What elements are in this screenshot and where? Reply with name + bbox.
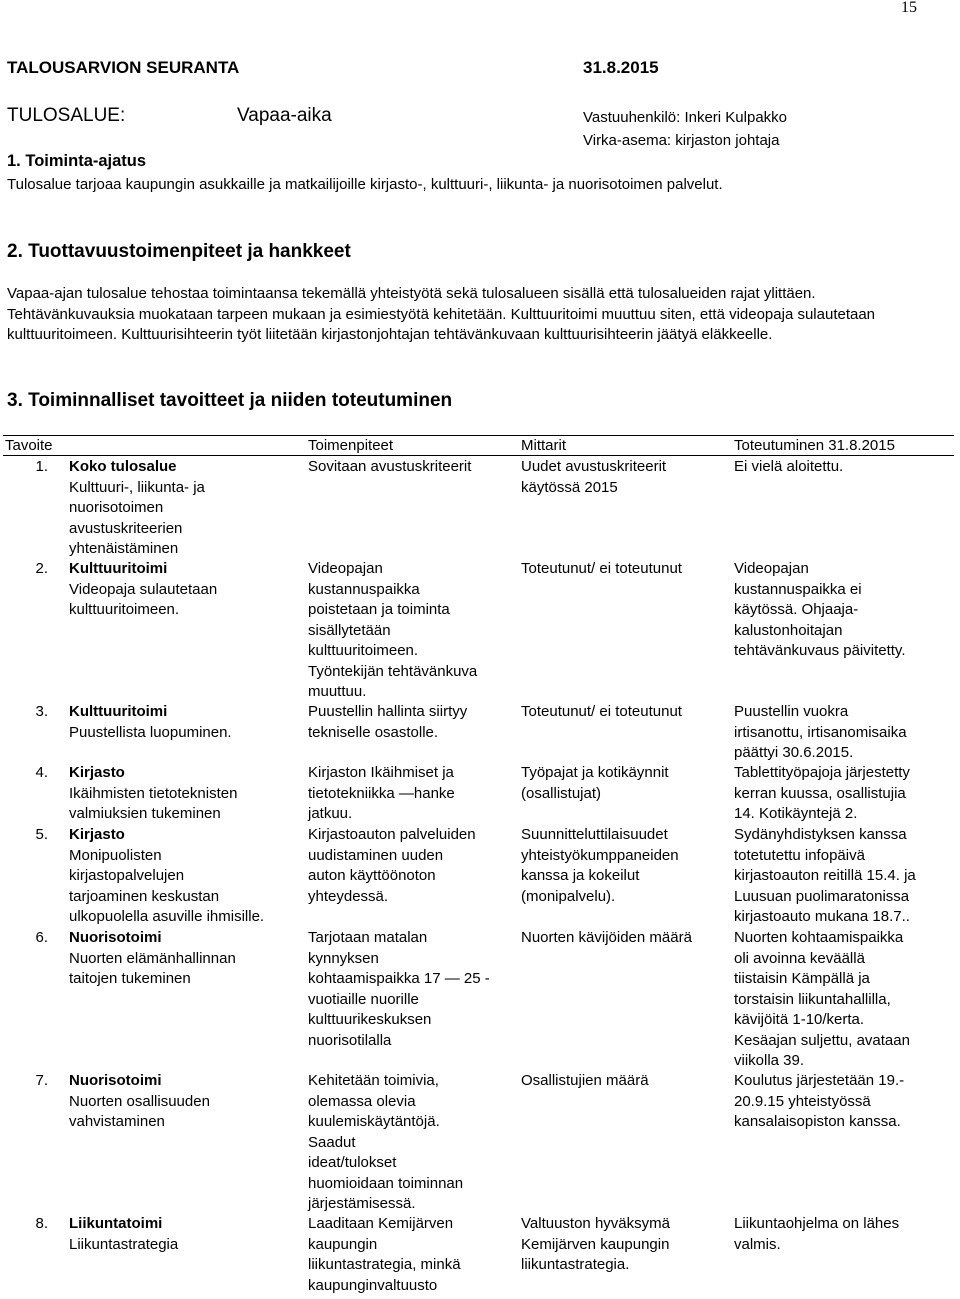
row-goal: Monipuolisten kirjastopalvelujen tarjoaminen keskustan ulkopuolella asuville ihmisille. bbox=[69, 846, 265, 925]
section1-title: 1. Toiminta-ajatus bbox=[7, 152, 147, 170]
row-number: 1. bbox=[35, 458, 48, 475]
row-result: Koulutus järjestetään 19.- 20.9.15 yhteistyössä kansalaisopiston kanssa. bbox=[734, 1072, 905, 1130]
row-unit: Kulttuuritoimi bbox=[69, 560, 168, 577]
page-number: 15 bbox=[901, 0, 917, 16]
row-actions: Kehitetään toimivia, olemassa olevia kuulemiskäytäntöjä. Saadut ideat/tulokset huomioidaan toiminnan järjestämisessä. bbox=[308, 1072, 464, 1212]
row-result: Tablettityöpajoja järjestetty kerran kuussa, osallistujia 14. Kotikäyntejä 2. bbox=[734, 764, 910, 822]
row-actions: Kirjaston Ikäihmiset ja tietotekniikka —hanke jatkuu. bbox=[308, 764, 455, 822]
row-actions: Laaditaan Kemijärven kaupungin liikuntastrategia, minkä kaupunginvaltuusto bbox=[308, 1215, 461, 1294]
header-actions: Toimenpiteet bbox=[308, 437, 394, 454]
row-goal: Ikäihmisten tietoteknisten valmiuksien tukeminen bbox=[69, 784, 238, 822]
row-result: Ei vielä aloitettu. bbox=[734, 458, 844, 475]
row-number: 7. bbox=[35, 1072, 48, 1089]
row-goal: Nuorten osallisuuden vahvistaminen bbox=[69, 1092, 210, 1130]
header-goal: Tavoite bbox=[5, 437, 53, 454]
row-goal: Liikuntastrategia bbox=[69, 1235, 179, 1253]
row-actions: Sovitaan avustuskriteerit bbox=[308, 458, 472, 475]
row-number: 5. bbox=[35, 826, 48, 843]
section2-title: 2. Tuottavuustoimenpiteet ja hankkeet bbox=[7, 241, 351, 262]
row-actions: Kirjastoauton palveluiden uudistaminen uuden auton käyttöönoton yhteydessä. bbox=[308, 826, 476, 905]
row-result: Puustellin vuokra irtisanottu, irtisanomisaika päättyi 30.6.2015. bbox=[734, 703, 907, 761]
row-unit: Koko tulosalue bbox=[69, 458, 177, 475]
area-name: Vapaa-aika bbox=[237, 105, 332, 126]
row-actions: Videopajan kustannuspaikka poistetaan ja toiminta sisällytetään kulttuuritoimeen. Työntekijän tehtävänkuva muuttuu. bbox=[308, 560, 478, 700]
row-actions: Puustellin hallinta siirtyy tekniselle osastolle. bbox=[308, 703, 468, 741]
row-metrics: Nuorten kävijöiden määrä bbox=[521, 929, 692, 946]
row-metrics: Uudet avustuskriteerit käytössä 2015 bbox=[521, 458, 667, 496]
row-metrics: Valtuuston hyväksymä Kemijärven kaupungin liikuntastrategia. bbox=[521, 1215, 670, 1273]
row-number: 3. bbox=[35, 703, 48, 720]
section3-title: 3. Toiminnalliset tavoitteet ja niiden toteutuminen bbox=[7, 390, 453, 411]
header-metrics: Mittarit bbox=[521, 437, 566, 454]
row-result: Liikuntaohjelma on lähes valmis. bbox=[734, 1215, 900, 1253]
row-actions: Tarjotaan matalan kynnyksen kohtaamispaikka 17 — 25 - vuotiaille nuorille kulttuurikeskuksen nuorisotilalla bbox=[308, 929, 490, 1049]
row-result: Nuorten kohtaamispaikka oli avoinna keväällä tiistaisin Kämpällä ja torstaisin liikuntahallilla, kävijöitä 1-10/kerta. Kesäajan suljettu, avataan viikolla 39. bbox=[734, 929, 910, 1069]
row-goal: Puustellista luopuminen. bbox=[69, 723, 232, 741]
row-goal: Kulttuuri-, liikunta- ja nuorisotoimen avustuskriteerien yhtenäistäminen bbox=[69, 478, 205, 557]
responsible-position: Virka-asema: kirjaston johtaja bbox=[583, 132, 780, 149]
responsible-person: Vastuuhenkilö: Inkeri Kulpakko bbox=[583, 109, 788, 126]
row-metrics: Suunnitteluttilaisuudet yhteistyökumppaneiden kanssa ja kokeilut (monipalvelu). bbox=[521, 826, 679, 905]
section1-text: Tulosalue tarjoaa kaupungin asukkaille ja matkailijoille kirjasto-, kulttuuri-, liikunta- ja nuorisotoimen palvelut. bbox=[7, 176, 723, 193]
area-label: TULOSALUE: bbox=[7, 105, 126, 126]
row-number: 4. bbox=[35, 764, 48, 781]
row-unit: Nuorisotoimi bbox=[69, 1072, 162, 1089]
row-number: 8. bbox=[35, 1215, 48, 1232]
row-goal: Videopaja sulautetaan kulttuuritoimeen. bbox=[69, 580, 218, 618]
document-title: TALOUSARVION SEURANTA bbox=[7, 58, 240, 77]
row-metrics: Toteutunut/ ei toteutunut bbox=[521, 560, 682, 577]
header-result: Toteutuminen 31.8.2015 bbox=[734, 437, 895, 454]
header-bottom-border bbox=[3, 455, 954, 456]
row-unit: Liikuntatoimi bbox=[69, 1215, 163, 1232]
section2-text: Vapaa-ajan tulosalue tehostaa toimintaansa tekemällä yhteistyötä sekä tulosalueen sisällä että tulosalueiden rajat ylittäen. Tehtävänkuvauksia muokataan tarpeen mukaan ja esimiestyötä kehitetään. Kulttuuritoimi muuttuu siten, että videopaja sulautetaan kulttuuritoimeen. Kulttuurisihteerin työt liitetään kirjastonjohtajan tehtävänkuvaan kulttuurisihteerin jäätyä eläkkeelle. bbox=[7, 285, 876, 343]
row-metrics: Työpajat ja kotikäynnit (osallistujat) bbox=[521, 764, 669, 802]
row-number: 6. bbox=[35, 929, 48, 946]
row-unit: Kulttuuritoimi bbox=[69, 703, 168, 720]
document-date: 31.8.2015 bbox=[583, 58, 659, 77]
row-number: 2. bbox=[35, 560, 48, 577]
row-metrics: Osallistujien määrä bbox=[521, 1072, 649, 1089]
row-goal: Nuorten elämänhallinnan taitojen tukeminen bbox=[69, 949, 236, 987]
row-unit: Kirjasto bbox=[69, 764, 125, 781]
row-result: Videopajan kustannuspaikka ei käytössä. Ohjaaja- kalustonhoitajan tehtävänkuvaus päivitetty. bbox=[734, 560, 906, 659]
row-unit: Nuorisotoimi bbox=[69, 929, 162, 946]
row-result: Sydänyhdistyksen kanssa totetutettu infopäivä kirjastoauton reitillä 15.4. ja Luusuan puolimaratonissa kirjastoauto mukana 18.7.. bbox=[734, 826, 916, 925]
row-unit: Kirjasto bbox=[69, 826, 125, 843]
row-metrics: Toteutunut/ ei toteutunut bbox=[521, 703, 682, 720]
